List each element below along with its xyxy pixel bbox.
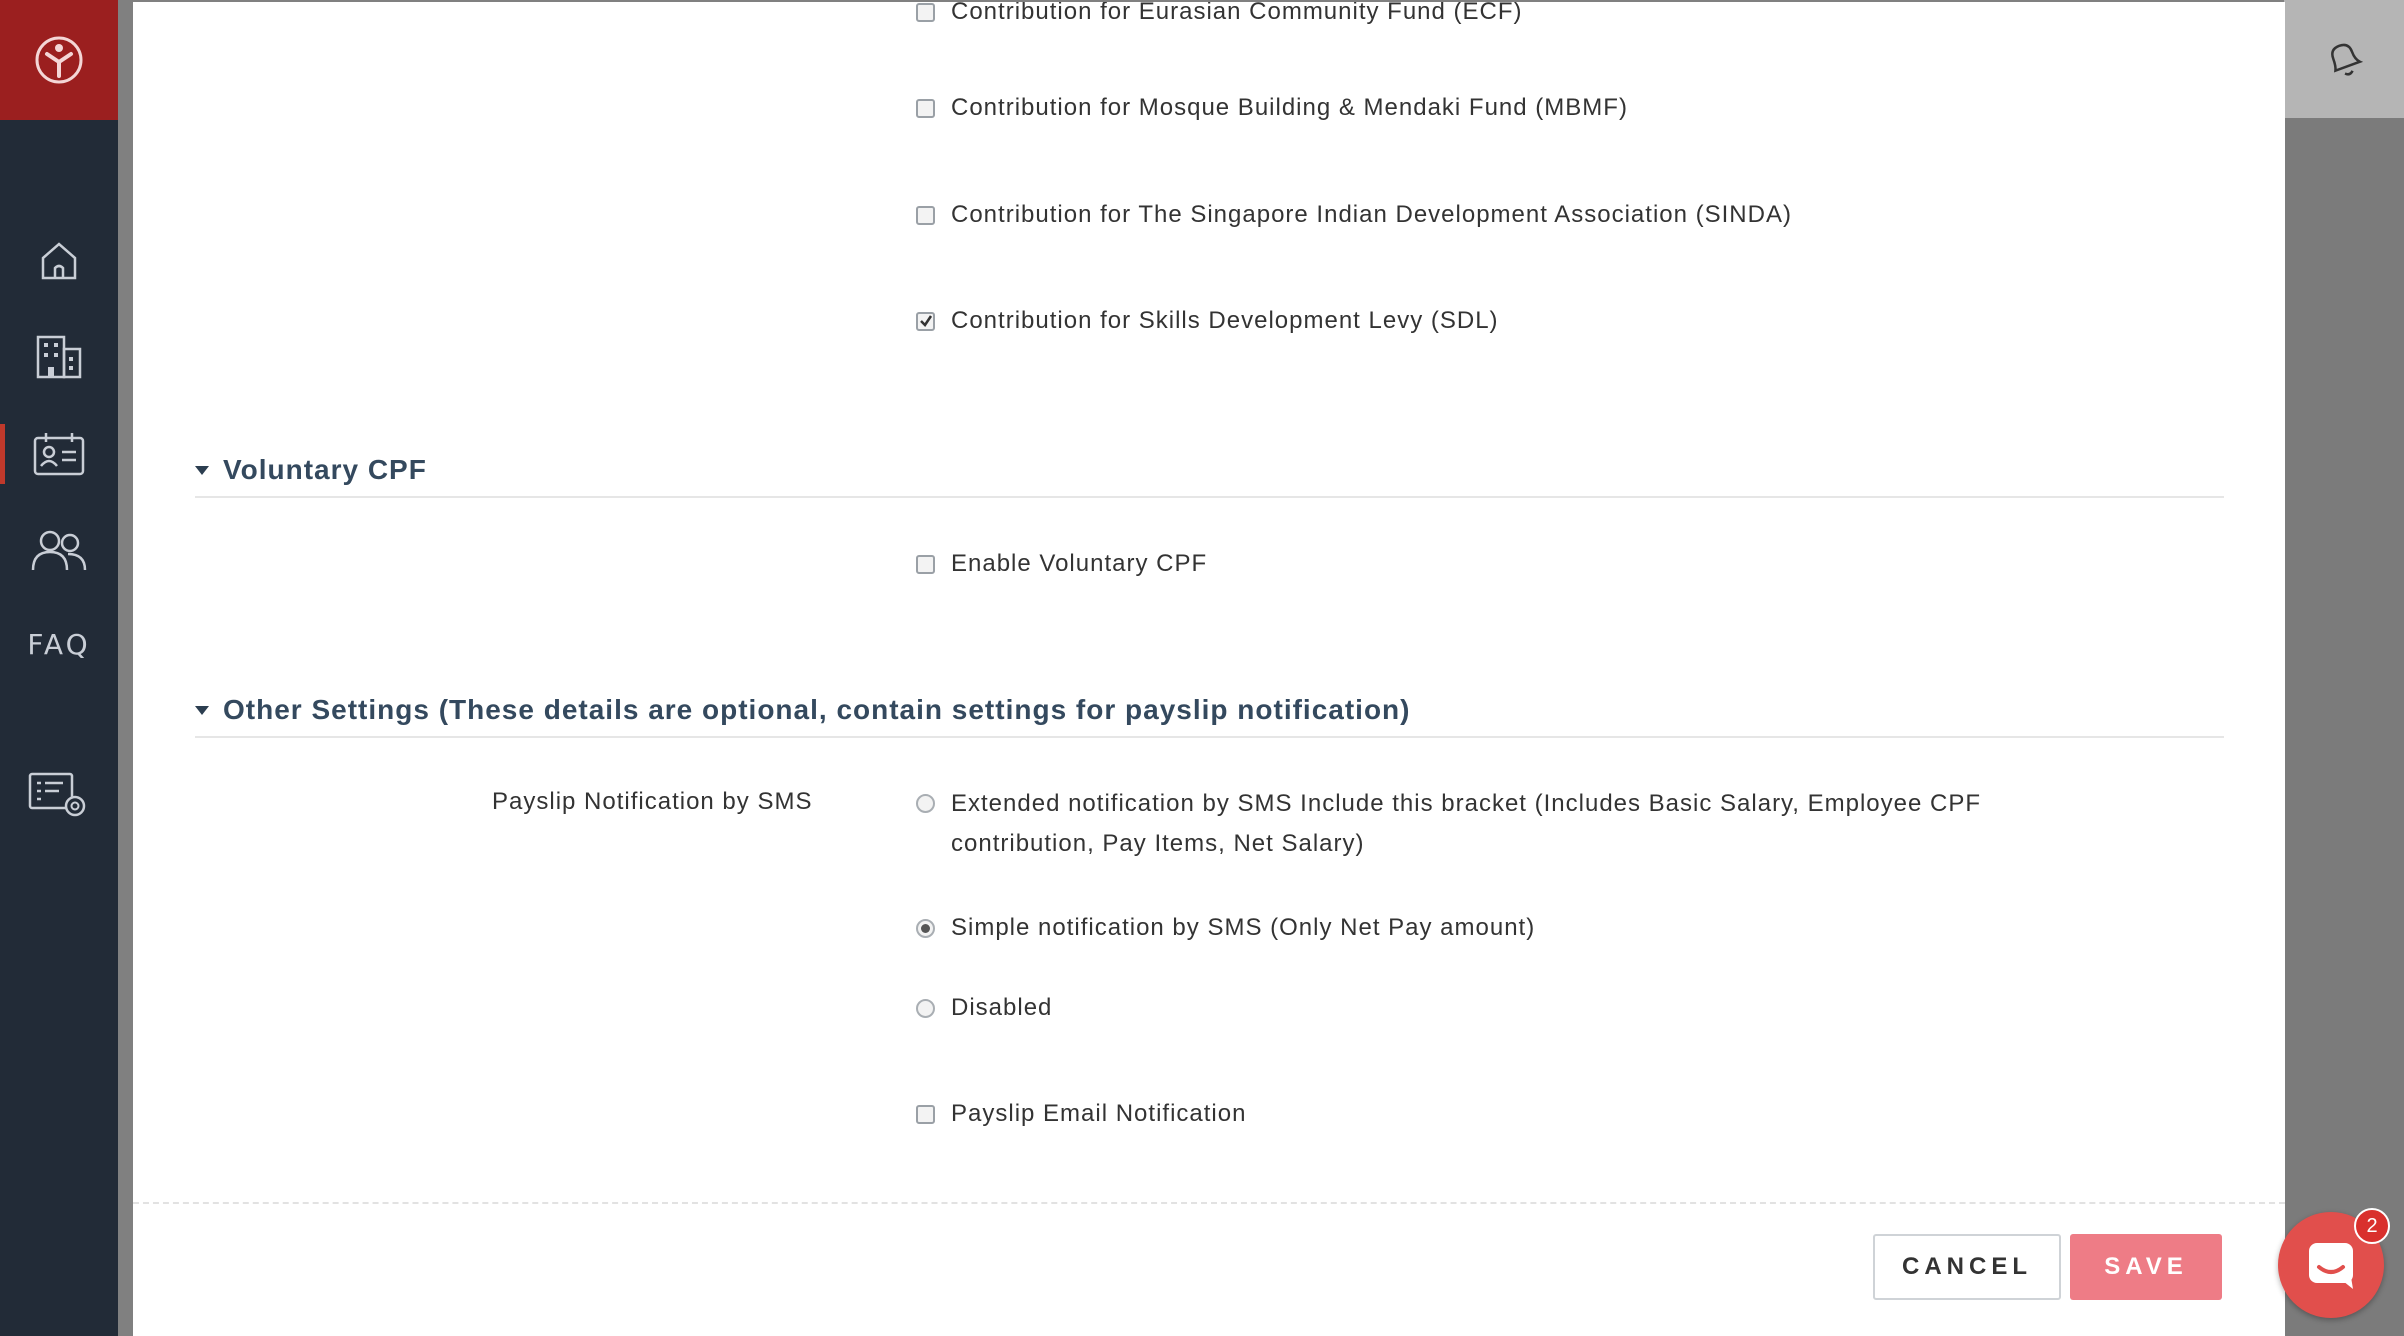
checkbox-label: Contribution for Eurasian Community Fund (ECF) (951, 2, 1523, 25)
checkbox-box[interactable] (916, 555, 935, 574)
sidebar-item-settings[interactable] (0, 756, 118, 836)
section-title: Voluntary CPF (223, 454, 427, 485)
save-button[interactable]: SAVE (2070, 1234, 2222, 1300)
list-settings-icon (27, 770, 91, 822)
section-other-settings[interactable] (195, 694, 2224, 738)
chat-launcher-button[interactable] (2278, 1212, 2384, 1318)
checkbox-payslip-email[interactable] (916, 1100, 1246, 1128)
sidebar-item-payroll[interactable] (0, 414, 118, 494)
chat-badge: 2 (2354, 1208, 2390, 1244)
app-logo[interactable] (0, 0, 118, 120)
caret-down-icon (195, 466, 209, 475)
sidebar-item-home[interactable] (0, 220, 118, 300)
notification-area (2284, 0, 2404, 118)
checkbox-sinda[interactable] (916, 201, 1792, 229)
caret-down-icon (195, 706, 209, 715)
checkmark-icon (919, 314, 933, 328)
logo-icon (33, 34, 85, 86)
checkbox-box[interactable] (916, 99, 935, 118)
bell-icon[interactable] (2322, 37, 2366, 81)
home-icon (37, 238, 81, 282)
section-title: Other Settings (These details are optional, contain settings for payslip notification) (223, 694, 1411, 725)
users-icon (30, 526, 88, 574)
sms-notification-label: Payslip Notification by SMS (492, 788, 813, 815)
checkbox-label: Payslip Email Notification (951, 1100, 1247, 1127)
checkbox-label: Contribution for The Singapore Indian Development Association (SINDA) (951, 201, 1792, 228)
chat-icon (2303, 1237, 2359, 1293)
checkbox-voluntary-cpf[interactable] (916, 550, 1207, 578)
radio-disabled[interactable] (916, 994, 1052, 1022)
building-icon (34, 331, 84, 381)
background-overlay (2284, 0, 2404, 1336)
sidebar-item-faq[interactable] (0, 604, 118, 684)
checkbox-box[interactable] (916, 206, 935, 225)
radio-button[interactable] (916, 794, 935, 813)
checkbox-label: Contribution for Mosque Building & Mendaki Fund (MBMF) (951, 94, 1628, 121)
checkbox-box[interactable] (916, 1105, 935, 1124)
payroll-settings-modal (133, 2, 2285, 1336)
sidebar-item-company[interactable] (0, 316, 118, 396)
radio-label: Simple notification by SMS (Only Net Pay amount) (951, 914, 1536, 941)
checkbox-box[interactable] (916, 3, 935, 22)
radio-simple-sms[interactable] (916, 914, 1535, 942)
radio-label: Disabled (951, 994, 1053, 1021)
sidebar (0, 0, 118, 1336)
section-voluntary-cpf[interactable] (195, 454, 2224, 498)
faq-label: FAQ (27, 627, 91, 661)
sidebar-item-employees[interactable] (0, 510, 118, 590)
radio-label: Extended notification by SMS Include this bracket (Includes Basic Salary, Employee CPF contribution, Pay Items, Net Salary) (951, 790, 1982, 857)
radio-button-selected[interactable] (916, 919, 935, 938)
checkbox-label: Enable Voluntary CPF (951, 550, 1208, 577)
checkbox-ecf[interactable] (916, 2, 1523, 26)
modal-body (133, 2, 2285, 1202)
checkbox-mbmf[interactable] (916, 94, 1628, 122)
checkbox-label: Contribution for Skills Development Levy (SDL) (951, 307, 1499, 334)
radio-extended-sms[interactable] (916, 784, 2011, 864)
cancel-button[interactable]: CANCEL (1873, 1234, 2061, 1300)
radio-button[interactable] (916, 999, 935, 1018)
id-card-icon (32, 430, 86, 478)
checkbox-box-checked[interactable] (916, 312, 935, 331)
checkbox-sdl[interactable] (916, 307, 1499, 335)
modal-footer (133, 1202, 2285, 1336)
